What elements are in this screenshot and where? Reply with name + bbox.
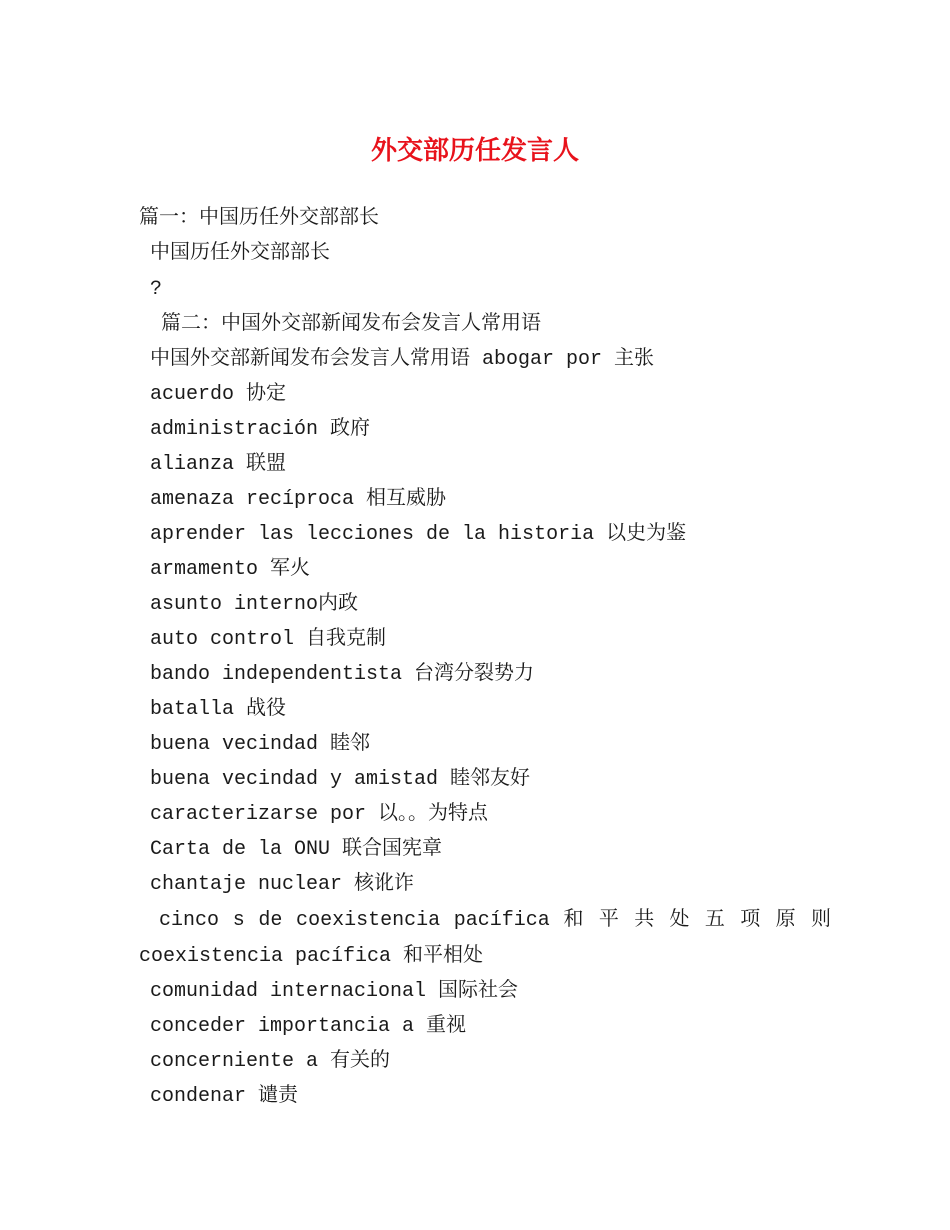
glossary-entry: acuerdo 协定: [150, 383, 287, 406]
glossary-entry: alianza 联盟: [150, 453, 287, 476]
glossary-entry: condenar 谴责: [150, 1085, 299, 1108]
glossary-entry: administración 政府: [150, 418, 371, 441]
glossary-entry: armamento 军火: [150, 558, 311, 581]
text-line: 中国外交部新闻发布会发言人常用语 abogar por 主张: [150, 348, 655, 371]
glossary-entry: concerniente a 有关的: [150, 1050, 391, 1073]
glossary-entry: buena vecindad y amistad 睦邻友好: [150, 768, 531, 791]
text-line: 中国历任外交部部长: [150, 242, 330, 265]
glossary-entry: buena vecindad 睦邻: [150, 733, 371, 756]
document-title: 外交部历任发言人: [370, 136, 579, 166]
section-heading-1: 篇一：中国历任外交部部长: [139, 207, 379, 230]
glossary-entry: auto control 自我克制: [150, 628, 387, 651]
glossary-entry: chantaje nuclear 核讹诈: [150, 873, 415, 896]
glossary-entry-justified: cinco s de coexistencia pacífica 和 平 共 处 五 项 原 则: [159, 909, 831, 932]
glossary-entry: amenaza recíproca 相互威胁: [150, 488, 447, 511]
section-heading-2: 篇二：中国外交部新闻发布会发言人常用语: [161, 313, 541, 336]
glossary-entry: Carta de la ONU 联合国宪章: [150, 838, 443, 861]
glossary-entry: coexistencia pacífica 和平相处: [139, 945, 484, 968]
glossary-entry: conceder importancia a 重视: [150, 1015, 467, 1038]
glossary-entry: aprender las lecciones de la historia 以史为鉴: [150, 523, 687, 546]
glossary-entry: bando independentista 台湾分裂势力: [150, 663, 535, 686]
glossary-entry: comunidad internacional 国际社会: [150, 980, 519, 1003]
glossary-entry: caracterizarse por 以。。为特点: [150, 803, 489, 826]
text-line: ?: [150, 278, 163, 301]
glossary-entry: batalla 战役: [150, 698, 287, 721]
glossary-entry: asunto interno内政: [150, 593, 359, 616]
